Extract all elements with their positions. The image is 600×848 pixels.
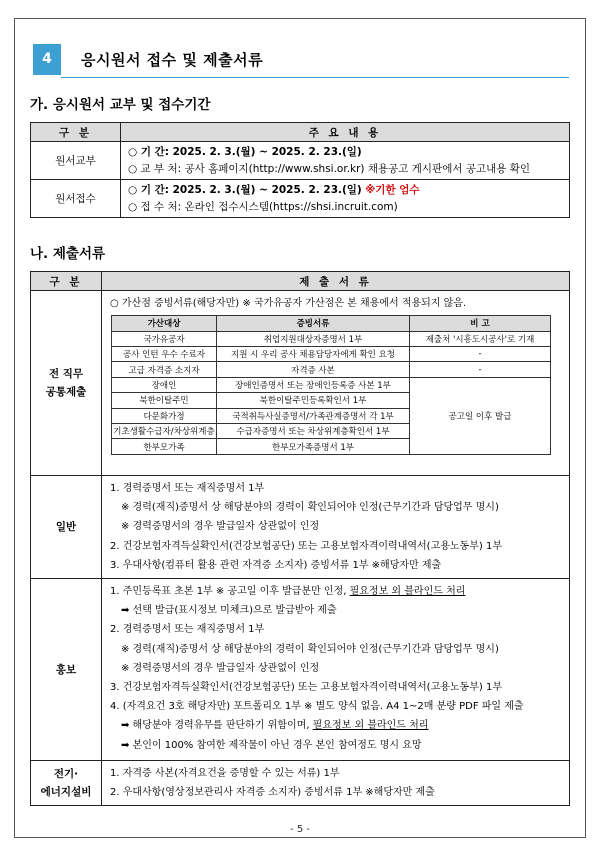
inner-cell-target: 장애인: [112, 377, 217, 392]
section-header: [33, 44, 569, 78]
page-number: - 5 -: [290, 824, 310, 835]
inner-row: [112, 377, 551, 392]
inner-cell-target: 한부모가족: [112, 439, 217, 454]
section-title: 응시원서 접수 및 제출서류: [81, 51, 264, 69]
receipt-period: ○ 기 간: 2025. 2. 3.(월) ~ 2025. 2. 23.(일): [128, 183, 362, 196]
pr-line: 3. 건강보험자격득실확인서(건강보험공단) 또는 고용보험자격이력내역서(고용노동부) 1부: [110, 682, 502, 694]
electric-label-line2: 에너지설비: [40, 786, 92, 799]
inner-row: [112, 346, 551, 361]
inner-cell-proof: 한부모가족증명서 1부: [217, 439, 410, 454]
section-number: 4: [33, 44, 61, 75]
pr-line: ➡ 선택 발급(표시정보 미체크)으로 발급받아 제출: [121, 605, 337, 617]
inner-cell-proof: 지원 시 우리 공사 채용담당자에게 확인 요청: [217, 346, 410, 361]
electric-label-line1: 전기·: [53, 768, 79, 781]
application-period-table: [30, 122, 570, 218]
inner-cell-proof: 취업지원대상자증명서 1부: [217, 331, 410, 346]
inner-cell-note: 제출처 '시흥도시공사'로 기재: [410, 331, 551, 346]
inner-cell-proof: 장애인증명서 또는 장애인등록증 사본 1부: [217, 377, 410, 392]
inner-cell-target: 기초생활수급자/차상위계층: [112, 423, 217, 438]
table-row: [31, 291, 570, 476]
header-category: 구 분: [31, 272, 102, 291]
inner-cell-note: -: [410, 346, 551, 361]
inner-cell-note: -: [410, 362, 551, 377]
header-content: 주 요 내 용: [121, 123, 570, 142]
pr-underlined: 필요정보 외 블라인드 처리: [312, 720, 429, 732]
deadline-note: ※기한 엄수: [365, 183, 420, 196]
header-documents: 제 출 서 류: [102, 272, 570, 291]
row-content-electric: [102, 761, 570, 806]
bonus-table: [111, 315, 551, 455]
row-label-issue: 원서교부: [31, 142, 121, 180]
row-content-common: [102, 291, 570, 476]
documents-table: [30, 271, 570, 806]
issue-period: ○ 기 간: 2025. 2. 3.(월) ~ 2025. 2. 23.(일): [128, 145, 362, 158]
general-line: 1. 경력증명서 또는 재직증명서 1부: [110, 483, 265, 494]
row-label-receipt: 원서접수: [31, 180, 121, 218]
table-row: [31, 579, 570, 761]
general-line: ※ 경력증명서의 경우 발급일자 상관없이 인정: [121, 521, 320, 533]
subheading-documents: 나. 제출서류: [30, 246, 106, 262]
common-label-line1: 전 직무: [48, 368, 84, 380]
inner-cell-proof: 자격증 사본: [217, 362, 410, 377]
issue-place: ○ 교 부 처: 공사 홈페이지(http://www.shsi.or.kr) 채용공고 게시판에서 공고내용 확인: [128, 162, 531, 175]
general-line: ※ 경력(재직)증명서 상 해당분야의 경력이 확인되어야 인정(근무기간과 담당업무 명시): [121, 502, 499, 514]
general-line: 3. 우대사항(컴퓨터 활용 관련 자격증 소지자) 증빙서류 1부 ※해당자만 제출: [110, 559, 442, 571]
row-label-pr: 홍보: [31, 579, 102, 761]
pr-underlined: 필요정보 외 블라인드 처리: [349, 586, 466, 598]
row-content-issue: [121, 142, 570, 180]
bonus-intro: ○ 가산점 증빙서류(해당자만) ※ 국가유공자 가산점은 본 채용에서 적용되지 않음.: [110, 298, 467, 309]
general-line: 2. 건강보험자격득실확인서(건강보험공단) 또는 고용보험자격이력내역서(고용노동부) 1부: [110, 540, 502, 552]
inner-cell-proof: 수급자증명서 또는 차상위계층확인서 1부: [217, 423, 410, 438]
inner-header-row: [112, 316, 551, 331]
inner-header-note: 비 고: [410, 316, 551, 331]
inner-cell-proof: 북한이탈주민등록확인서 1부: [217, 393, 410, 408]
pr-text: 1. 주민등록표 초본 1부 ※ 공고일 이후 발급분만 인정,: [110, 586, 350, 598]
electric-line: 1. 자격증 사본(자격요건을 증명할 수 있는 서류) 1부: [110, 768, 340, 780]
inner-cell-target: 고급 자격증 소지자: [112, 362, 217, 377]
inner-header-target: 가산대상: [112, 316, 217, 331]
inner-cell-proof: 국적취득사실증명서/가족관계증명서 각 1부: [217, 408, 410, 423]
row-label-general: 일반: [31, 476, 102, 579]
pr-line: 2. 경력증명서 또는 재직증명서 1부: [110, 624, 265, 636]
inner-cell-target: 북한이탈주민: [112, 393, 217, 408]
pr-line: ※ 경력증명서의 경우 발급일자 상관없이 인정: [121, 662, 320, 674]
row-label-common: [31, 291, 102, 476]
inner-row: [112, 331, 551, 346]
inner-cell-target: 다문화가정: [112, 408, 217, 423]
common-label-line2: 공통제출: [45, 386, 87, 398]
header-category: 구 분: [31, 123, 121, 142]
pr-line: ※ 경력(재직)증명서 상 해당분야의 경력이 확인되어야 인정(근무기간과 담당업무 명시): [121, 643, 499, 655]
row-content-pr: [102, 579, 570, 761]
pr-line: [110, 716, 569, 735]
table-header-row: [31, 123, 570, 142]
subheading-application: 가. 응시원서 교부 및 접수기간: [30, 97, 211, 113]
table-row: [31, 180, 570, 218]
row-content-receipt: [121, 180, 570, 218]
row-label-electric: [31, 761, 102, 806]
receipt-place: ○ 접 수 처: 온라인 접수시스템(https://shsi.incruit.com): [128, 200, 398, 213]
inner-cell-note: 공고일 이후 발급: [410, 377, 551, 454]
table-header-row: [31, 272, 570, 291]
section-underline: [61, 77, 569, 78]
table-row: [31, 476, 570, 579]
table-row: [31, 142, 570, 180]
pr-text: ➡ 해당분야 경력유무를 판단하기 위함이며,: [121, 720, 313, 732]
table-row: [31, 761, 570, 806]
inner-cell-target: 공사 인턴 우수 수료자: [112, 346, 217, 361]
pr-line: [110, 582, 569, 601]
inner-header-proof: 증빙서류: [217, 316, 410, 331]
pr-line: 4. (자격요건 3호 해당자만) 포트폴리오 1부 ※ 별도 양식 없음. A4 1~2매 분량 PDF 파일 제출: [110, 701, 524, 713]
inner-cell-target: 국가유공자: [112, 331, 217, 346]
row-content-general: [102, 476, 570, 579]
inner-row: [112, 362, 551, 377]
pr-line: ➡ 본인이 100% 참여한 제작물이 아닌 경우 본인 참여정도 명시 요망: [121, 739, 422, 751]
electric-line: 2. 우대사항(영상정보관리사 자격증 소지자) 증빙서류 1부 ※해당자만 제출: [110, 787, 435, 799]
